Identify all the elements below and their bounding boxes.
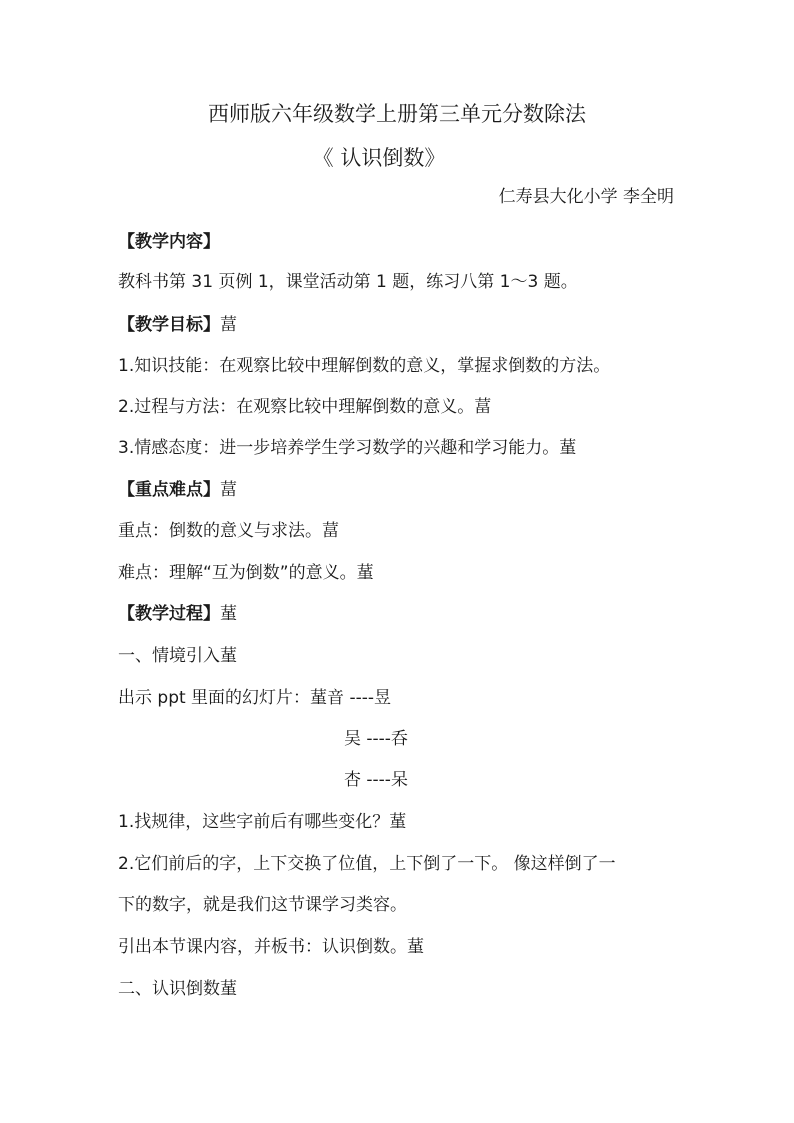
goals-heading-suffix: 葍 [220,315,237,335]
step1-heading: 一、情境引入蓳 [118,646,237,666]
document-title: 西师版六年级数学上册第三单元分数除法 [208,102,586,126]
process-heading-suffix: 蓳 [220,604,237,624]
slide-line: 出示 ppt 里面的幻灯片：蓳音 ----昱 [118,688,391,708]
goals-heading [118,313,237,337]
intro-line: 引出本节课内容，并板书：认识倒数。蓳 [118,937,424,957]
question-1: 1.找规律，这些字前后有哪些变化？蓳 [118,812,407,832]
document-subtitle: 《 认识倒数》 [312,146,446,170]
process-heading [118,602,237,626]
key-heading-suffix: 葍 [220,480,237,500]
goal-2: 2.过程与方法：在观察比较中理解倒数的意义。葍 [118,397,492,417]
key-heading [118,478,237,502]
content-heading: 【教学内容】 [118,232,220,252]
author-line: 仁寿县大化小学 李全明 [498,187,674,207]
key-heading-label: 【重点难点】 [118,480,220,500]
step2-heading: 二、认识倒数蓳 [118,979,237,999]
slide-pair-2: 吴 ----呑 [344,729,408,749]
goal-1: 1.知识技能：在观察比较中理解倒数的意义，掌握求倒数的方法。 [118,356,611,376]
content-text: 教科书第 31 页例 1，课堂活动第 1 题，练习八第 1～3 题。 [118,272,578,292]
question-2-line-2: 下的数字，就是我们这节课学习类容。 [118,895,407,915]
difficult-point: 难点：理解“互为倒数”的意义。蓳 [118,563,374,583]
question-2-line-1: 2.它们前后的字，上下交换了位值，上下倒了一下。 像这样倒了一 [118,854,616,874]
slide-pair-3: 杏 ----呆 [344,770,408,790]
goal-3: 3.情感态度：进一步培养学生学习数学的兴趣和学习能力。蓳 [118,438,577,458]
key-point: 重点：倒数的意义与求法。葍 [118,521,339,541]
process-heading-label: 【教学过程】 [118,604,220,624]
goals-heading-label: 【教学目标】 [118,315,220,335]
